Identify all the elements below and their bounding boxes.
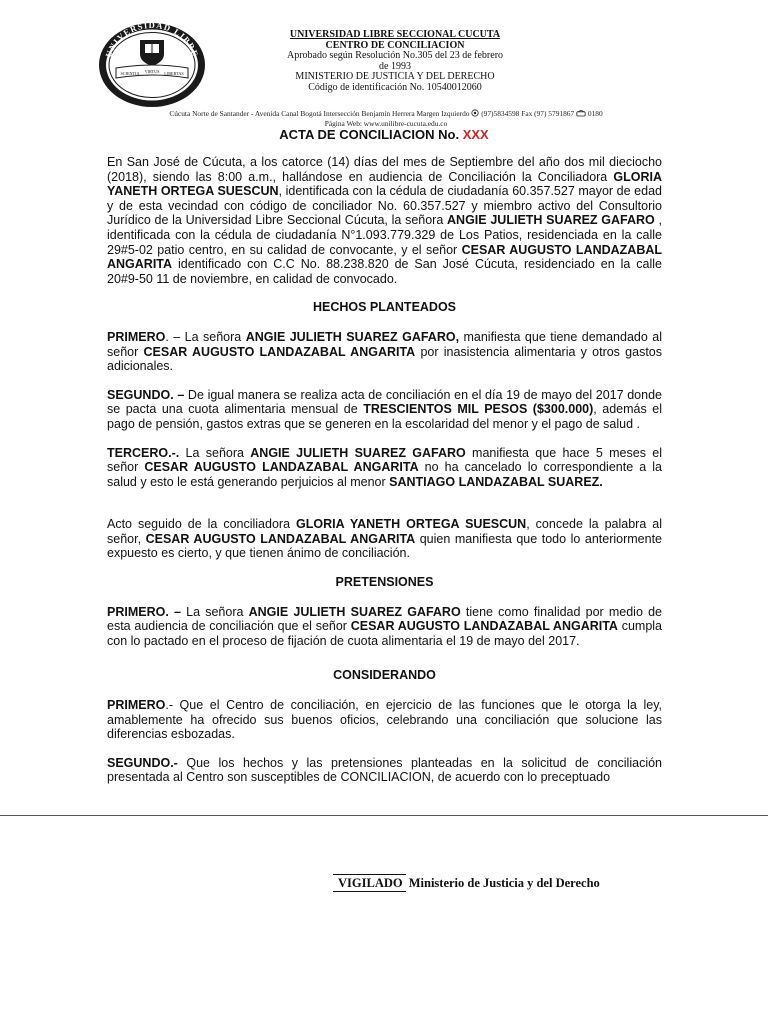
pretensiones-primero: PRIMERO. – La señora ANGIE JULIETH SUAREZ GAFARO tiene como finalidad por medio de esta audiencia de conciliación que el señor CESAR AUGUSTO LANDAZABAL ANGARITA cumpla con lo pactado en el proceso de fijación de cuota alimentaria el 19 de mayo del 2017.: [107, 604, 663, 648]
seal-motto-1: SCIENTIA: [120, 71, 140, 76]
letterhead: [230, 30, 560, 93]
considerando-primero: PRIMERO.- Que el Centro de conciliación, en ejercicio de las funciones que le otorga la ley, amablemente ha ofrecido sus buenos oficios, celebrando una conciliación que solucione las diferencias esbozadas.: [107, 698, 662, 742]
title-prefix: ACTA DE CONCILIACION No.: [279, 127, 463, 142]
vigilado-ministry: Ministerio de Justicia y del Derecho: [405, 876, 600, 890]
ministry-line: MINISTERIO DE JUSTICIA Y DEL DERECHO: [295, 71, 495, 82]
pretensiones-heading: PRETENSIONES: [335, 575, 434, 590]
phone-text: (97)5834598 Fax (97) 5791867: [481, 109, 577, 118]
approval-line-1: Aprobado según Resolución No.305 del 23 de febrero: [286, 50, 504, 61]
id-code-line: Código de identificación No. 10540012060: [308, 81, 482, 93]
hechos-heading: HECHOS PLANTEADOS: [312, 300, 457, 315]
hechos-tercero: TERCERO.-. La señora ANGIE JULIETH SUAREZ GAFARO manifiesta que hace 5 meses el señor CESAR AUGUSTO LANDAZABAL ANGARITA no ha cancelado lo correspondiente a la salud y esto le está generando perjuicios al menor SANTIAGO LANDAZABAL SUAREZ.: [107, 445, 662, 489]
approval-line-2: de 1993: [379, 60, 411, 72]
vigilado-footer: [333, 876, 600, 891]
hechos-segundo: SEGUNDO. – De igual manera se realiza acta de conciliación en el día 19 de mayo del 2017 donde se pacta una cuota alimentaria mensual de TRESCIENTOS MIL PESOS ($300.000), además el pago de pensión, gastos extras que se generen en la escolaridad del menor y el pago de salud .: [107, 387, 662, 431]
seal-motto-3: LIBERTAS: [164, 71, 184, 76]
acto-paragraph: Acto seguido de la conciliadora GLORIA YANETH ORTEGA SUESCUN, concede la palabra al señor, CESAR AUGUSTO LANDAZABAL ANGARITA quien manifiesta que todo lo anteriormente expuesto es cierto, y que tienen ánimo de conciliación.: [107, 517, 662, 561]
extension-icon: [576, 110, 586, 120]
document-title: [0, 127, 768, 142]
phone-icon: [471, 109, 479, 120]
intro-paragraph: En San José de Cúcuta, a los catorce (14) días del mes de Septiembre del año dos mil dieciocho (2018), siendo las 8:00 a.m., hallándose en audiencia de Conciliación la Conciliadora GLORIA YANETH ORTEGA SUESCUN, identificada con la cédula de ciudadanía 60.357.527 mayor de edad y de esta vecindad con código de conciliador No. 60.357.527 y miembro activo del Consultorio Jurídico de la Universidad Libre Seccional Cúcuta, la señora ANGIE JULIETH SUAREZ GAFARO , identificada con la cédula de ciudadanía N°1.093.779.329 de Los Patios, residenciada en la calle 29#5-02 patio centro, en su calidad de convocante, y el señor CESAR AUGUSTO LANDAZABAL ANGARITA identificado con C.C No. 88.238.820 de San José Cúcuta, residenciado en la calle 20#9-50 11 de noviembre, en calidad de convocado.: [107, 155, 663, 286]
address-block: [108, 109, 664, 128]
hechos-primero: PRIMERO. – La señora ANGIE JULIETH SUAREZ GAFARO, manifiesta que tiene demandado al señor CESAR AUGUSTO LANDAZABAL ANGARITA por inasistencia alimentaria y otros gastos adicionales.: [107, 329, 662, 374]
document-body: [107, 155, 662, 799]
university-name: UNIVERSIDAD LIBRE SECCIONAL CUCUTA: [289, 29, 501, 40]
considerando-segundo: SEGUNDO.- Que los hechos y las pretensiones planteadas en la solicitud de conciliación presentada al Centro son susceptibles de CONCILIACION, de acuerdo con lo preceptuado: [107, 755, 662, 785]
extension-text: 0180: [587, 109, 603, 118]
address-text: Cúcuta Norte de Santander - Avenida Canal Bogotá Intersección Benjamín Herrera Margen Izquierdo: [169, 109, 472, 118]
acta-number: XXX: [462, 127, 489, 142]
seal-bottom-text: COLOMBIA: [126, 82, 178, 99]
vigilado-label: VIGILADO: [333, 874, 406, 892]
university-seal-logo: [98, 22, 206, 108]
website-line: Página Web: www.unilibre-cucuta.edu.co: [324, 118, 448, 128]
footer-divider: [0, 815, 768, 816]
seal-motto-2: VIRTUS: [144, 69, 160, 74]
seal-top-text: UNIVERSIDAD LIBRE: [103, 22, 201, 59]
center-name: CENTRO DE CONCILIACION: [325, 39, 465, 51]
considerando-heading: CONSIDERANDO: [333, 668, 436, 683]
